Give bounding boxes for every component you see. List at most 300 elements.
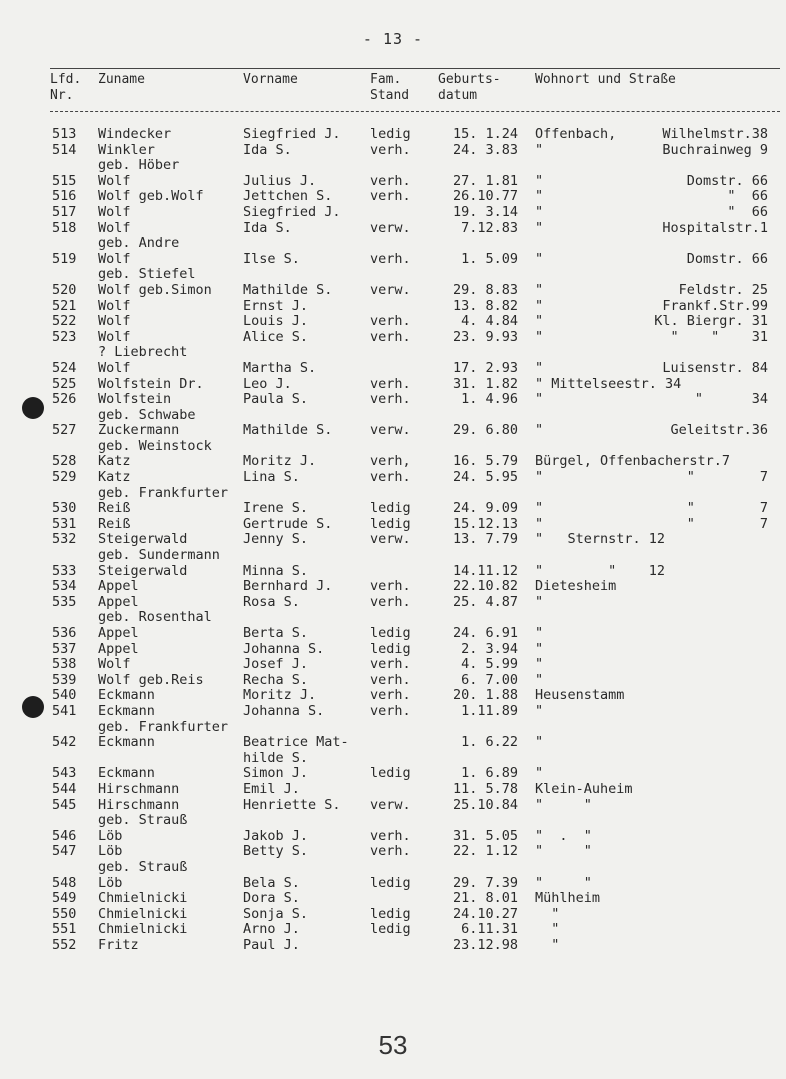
entry-surname: Löb [98, 843, 123, 860]
entry-street: Luisenstr. 84 [662, 359, 768, 376]
entry-surname: Wolf [98, 328, 131, 345]
entry-surname: Hirschmann [98, 796, 180, 813]
entry-number: 549 [52, 890, 77, 907]
entry-residence: " [535, 188, 544, 205]
table-row [0, 860, 786, 876]
entry-firstname: Siegfried J. [243, 126, 341, 142]
entry-number: 515 [52, 172, 77, 189]
entry-number: 545 [52, 796, 77, 813]
table-row [0, 439, 786, 455]
entry-surname: geb. Frankfurter [98, 718, 229, 735]
table-row [0, 486, 786, 502]
entry-birthdate: 1. 6.89 [461, 765, 518, 782]
register-list [0, 127, 786, 953]
table-row [0, 330, 786, 346]
table-row [0, 876, 786, 892]
table-row [0, 938, 786, 954]
entry-residence: " [535, 250, 544, 267]
entry-residence: " [535, 921, 560, 938]
entry-birthdate: 23. 9.93 [452, 328, 518, 345]
entry-number: 529 [52, 469, 77, 486]
table-row [0, 517, 786, 533]
entry-surname: Steigerwald [98, 531, 188, 548]
entry-birthdate: 1. 4.96 [461, 391, 518, 408]
entry-surname: geb. Strauß [98, 858, 188, 875]
entry-number: 534 [52, 578, 77, 595]
entry-residence: Offenbach, [535, 126, 617, 142]
entry-street: " " 31 [670, 328, 768, 345]
entry-residence: " " 12 [535, 562, 666, 579]
entry-number: 539 [52, 671, 77, 688]
entry-number: 535 [52, 593, 77, 610]
entry-surname: Reiß [98, 515, 131, 532]
entry-birthdate: 16. 5.79 [452, 453, 518, 470]
entry-number: 521 [52, 297, 77, 314]
table-row [0, 532, 786, 548]
entry-number: 543 [52, 765, 77, 782]
entry-firstname: Recha S. [243, 671, 309, 688]
entry-surname: Katz [98, 469, 131, 486]
entry-residence: " [535, 297, 544, 314]
entry-birthdate: 17. 2.93 [452, 359, 518, 376]
entry-number: 520 [52, 281, 77, 298]
table-row [0, 361, 786, 377]
entry-surname: Appel [98, 593, 139, 610]
entry-residence: " [535, 172, 544, 189]
entry-marital-status: verw. [370, 531, 411, 548]
entry-marital-status: verh. [370, 188, 411, 205]
entry-number: 536 [52, 625, 77, 641]
entry-birthdate: 7.12.83 [461, 219, 518, 236]
table-row [0, 189, 786, 205]
entry-marital-status: verh. [370, 328, 411, 345]
header-bottom-rule [50, 111, 780, 112]
entry-street: Buchrainweg 9 [662, 141, 768, 158]
entry-firstname: Martha S. [243, 359, 317, 376]
entry-firstname: Siegfried J. [243, 203, 341, 220]
entry-residence: " . " [535, 827, 592, 844]
table-row [0, 798, 786, 814]
table-row [0, 454, 786, 470]
entry-residence: " [535, 141, 544, 158]
table-row [0, 127, 786, 143]
entry-street: Hospitalstr.1 [662, 219, 768, 236]
entry-residence: " [535, 313, 544, 330]
entry-surname: Zuckermann [98, 422, 180, 439]
entry-residence: " [535, 625, 544, 641]
entry-street: Wilhelmstr.38 [662, 126, 768, 142]
entry-marital-status: ledig [370, 874, 411, 891]
entry-marital-status: verh. [370, 141, 411, 158]
entry-number: 519 [52, 250, 77, 267]
entry-surname: Löb [98, 827, 123, 844]
entry-birthdate: 29. 6.80 [452, 422, 518, 439]
entry-number: 530 [52, 500, 77, 517]
entry-marital-status: verw. [370, 796, 411, 813]
table-row [0, 283, 786, 299]
entry-firstname: Ernst J. [243, 297, 309, 314]
entry-residence: " [535, 328, 544, 345]
table-row [0, 299, 786, 315]
entry-number: 518 [52, 219, 77, 236]
entry-marital-status: verh. [370, 578, 411, 595]
table-row [0, 813, 786, 829]
table-row [0, 548, 786, 564]
table-row [0, 751, 786, 767]
entry-surname: geb. Höber [98, 157, 180, 174]
entry-marital-status: verh. [370, 687, 411, 704]
entry-marital-status: verh. [370, 172, 411, 189]
table-row [0, 252, 786, 268]
entry-surname: Wolfstein Dr. [98, 375, 204, 392]
entry-firstname: Dora S. [243, 890, 300, 907]
table-row [0, 564, 786, 580]
header-top-rule [50, 68, 780, 69]
table-row [0, 267, 786, 283]
entry-residence: Heusenstamm [535, 687, 625, 704]
entry-birthdate: 13. 8.82 [452, 297, 518, 314]
entry-firstname: Jettchen S. [243, 188, 333, 205]
table-row [0, 735, 786, 751]
table-row [0, 236, 786, 252]
header-zuname: Zuname [98, 72, 145, 87]
entry-birthdate: 4. 5.99 [461, 656, 518, 673]
entry-birthdate: 31. 5.05 [452, 827, 518, 844]
entry-marital-status: verw. [370, 219, 411, 236]
entry-street: Geleitstr.36 [670, 422, 768, 439]
entry-residence: " Sternstr. 12 [535, 531, 666, 548]
entry-surname: Eckmann [98, 765, 155, 782]
entry-surname: Löb [98, 874, 123, 891]
entry-birthdate: 31. 1.82 [452, 375, 518, 392]
table-row [0, 345, 786, 361]
entry-marital-status: ledig [370, 625, 411, 641]
entry-firstname: Mathilde S. [243, 422, 333, 439]
entry-firstname: Johanna S. [243, 640, 325, 657]
entry-birthdate: 26.10.77 [452, 188, 518, 205]
entry-marital-status: ledig [370, 640, 411, 657]
entry-number: 516 [52, 188, 77, 205]
entry-birthdate: 13. 7.79 [452, 531, 518, 548]
entry-marital-status: verh, [370, 453, 411, 470]
table-row [0, 829, 786, 845]
entry-birthdate: 24. 3.83 [452, 141, 518, 158]
entry-surname: geb. Frankfurter [98, 484, 229, 501]
entry-firstname: Bernhard J. [243, 578, 333, 595]
entry-firstname: Jakob J. [243, 827, 309, 844]
entry-number: 526 [52, 391, 77, 408]
entry-marital-status: verh. [370, 656, 411, 673]
entry-surname: Katz [98, 453, 131, 470]
entry-surname: geb. Weinstock [98, 437, 212, 454]
entry-street: " 7 [686, 515, 768, 532]
entry-surname: Steigerwald [98, 562, 188, 579]
table-row [0, 844, 786, 860]
entry-number: 532 [52, 531, 77, 548]
table-row [0, 408, 786, 424]
entry-surname: Wolf [98, 313, 131, 330]
entry-street: Frankf.Str.99 [662, 297, 768, 314]
table-row [0, 143, 786, 159]
entry-birthdate: 2. 3.94 [461, 640, 518, 657]
table-row [0, 392, 786, 408]
entry-number: 517 [52, 203, 77, 220]
table-row [0, 205, 786, 221]
entry-marital-status: verh. [370, 313, 411, 330]
entry-firstname: Ida S. [243, 141, 292, 158]
entry-birthdate: 22. 1.12 [452, 843, 518, 860]
entry-number: 533 [52, 562, 77, 579]
entry-surname: Reiß [98, 500, 131, 517]
entry-surname: Windecker [98, 126, 172, 142]
entry-firstname: Ida S. [243, 219, 292, 236]
entry-number: 551 [52, 921, 77, 938]
entry-surname: Chmielnicki [98, 921, 188, 938]
entry-number: 541 [52, 702, 77, 719]
entry-number: 548 [52, 874, 77, 891]
table-row [0, 657, 786, 673]
entry-residence: " [535, 656, 544, 673]
entry-birthdate: 19. 3.14 [452, 203, 518, 220]
entry-birthdate: 24. 6.91 [452, 625, 518, 641]
entry-surname: Wolf [98, 250, 131, 267]
table-row [0, 470, 786, 486]
entry-firstname: Irene S. [243, 500, 309, 517]
entry-surname: Wolf [98, 359, 131, 376]
entry-street: " 7 [686, 500, 768, 517]
entry-marital-status: verh. [370, 391, 411, 408]
entry-surname: Wolfstein [98, 391, 172, 408]
table-row [0, 720, 786, 736]
entry-street: Kl. Biergr. 31 [654, 313, 768, 330]
entry-birthdate: 15.12.13 [452, 515, 518, 532]
entry-residence: Mühlheim [535, 890, 601, 907]
entry-firstname: Louis J. [243, 313, 309, 330]
entry-number: 528 [52, 453, 77, 470]
entry-firstname: Paul J. [243, 936, 300, 953]
entry-street: " 66 [727, 188, 768, 205]
entry-number: 550 [52, 905, 77, 922]
entry-residence: " [535, 905, 560, 922]
entry-firstname: Moritz J. [243, 453, 317, 470]
entry-birthdate: 24.10.27 [452, 905, 518, 922]
table-row [0, 158, 786, 174]
entry-marital-status: verh. [370, 375, 411, 392]
entry-birthdate: 20. 1.88 [452, 687, 518, 704]
entry-number: 537 [52, 640, 77, 657]
entry-firstname: Betty S. [243, 843, 309, 860]
entry-surname: Wolf [98, 297, 131, 314]
entry-residence: " [535, 359, 544, 376]
entry-marital-status: ledig [370, 765, 411, 782]
entry-residence: " [535, 422, 544, 439]
entry-residence: " [535, 936, 560, 953]
entry-surname: Appel [98, 640, 139, 657]
table-row [0, 922, 786, 938]
entry-firstname: Mathilde S. [243, 281, 333, 298]
entry-marital-status: ledig [370, 126, 411, 142]
entry-surname: geb. Sundermann [98, 547, 220, 564]
table-row [0, 314, 786, 330]
entry-residence: Bürgel, Offenbacherstr.7 [535, 453, 731, 470]
table-row [0, 501, 786, 517]
entry-surname: Appel [98, 625, 139, 641]
entry-street: " 66 [727, 203, 768, 220]
entry-surname: Eckmann [98, 734, 155, 751]
entry-number: 527 [52, 422, 77, 439]
entry-firstname: Ilse S. [243, 250, 300, 267]
entry-marital-status: ledig [370, 500, 411, 517]
entry-firstname: Bela S. [243, 874, 300, 891]
entry-firstname: Simon J. [243, 765, 309, 782]
entry-number: 544 [52, 780, 77, 797]
entry-residence: " [535, 219, 544, 236]
handwritten-page-number: 53 [378, 1030, 408, 1060]
entry-street: Domstr. 66 [686, 250, 768, 267]
entry-residence: " [535, 281, 544, 298]
entry-number: 542 [52, 734, 77, 751]
table-row [0, 595, 786, 611]
entry-surname: Chmielnicki [98, 905, 188, 922]
entry-surname: Wolf geb.Simon [98, 281, 212, 298]
entry-residence: " " [535, 874, 592, 891]
entry-surname: Wolf geb.Wolf [98, 188, 204, 205]
table-row [0, 688, 786, 704]
entry-number: 547 [52, 843, 77, 860]
entry-surname: Wolf [98, 656, 131, 673]
entry-firstname: Paula S. [243, 391, 309, 408]
entry-surname: Wolf [98, 172, 131, 189]
entry-number: 546 [52, 827, 77, 844]
entry-firstname: Gertrude S. [243, 515, 333, 532]
entry-residence: " [535, 765, 544, 782]
header-vorname: Vorname [243, 72, 298, 87]
entry-firstname: Johanna S. [243, 702, 325, 719]
header-wohnort: Wohnort und Straße [535, 72, 676, 87]
entry-firstname: Minna S. [243, 562, 309, 579]
entry-firstname: Julius J. [243, 172, 317, 189]
entry-surname: Eckmann [98, 702, 155, 719]
entry-marital-status: verh. [370, 827, 411, 844]
entry-surname: geb. Stiefel [98, 266, 196, 283]
table-row [0, 610, 786, 626]
entry-firstname: Rosa S. [243, 593, 300, 610]
table-row [0, 673, 786, 689]
table-row [0, 423, 786, 439]
entry-surname: Eckmann [98, 687, 155, 704]
entry-birthdate: 1.11.89 [461, 702, 518, 719]
entry-surname: Chmielnicki [98, 890, 188, 907]
entry-number: 538 [52, 656, 77, 673]
entry-birthdate: 21. 8.01 [452, 890, 518, 907]
entry-number: 540 [52, 687, 77, 704]
entry-residence: " [535, 203, 544, 220]
table-row [0, 221, 786, 237]
entry-number: 552 [52, 936, 77, 953]
entry-marital-status: verw. [370, 281, 411, 298]
entry-birthdate: 24. 5.95 [452, 469, 518, 486]
entry-surname: ? Liebrecht [98, 344, 188, 361]
entry-birthdate: 11. 5.78 [452, 780, 518, 797]
entry-residence: " [535, 593, 544, 610]
table-row [0, 907, 786, 923]
entry-birthdate: 14.11.12 [452, 562, 518, 579]
entry-firstname: Josef J. [243, 656, 309, 673]
entry-firstname: Sonja S. [243, 905, 309, 922]
entry-firstname: hilde S. [243, 749, 309, 766]
entry-residence: " " [535, 796, 592, 813]
entry-residence: Dietesheim [535, 578, 617, 595]
entry-surname: geb. Strauß [98, 812, 188, 829]
entry-residence: " Mittelseestr. 34 [535, 375, 682, 392]
entry-surname: geb. Rosenthal [98, 609, 212, 626]
entry-birthdate: 23.12.98 [452, 936, 518, 953]
entry-birthdate: 29. 7.39 [452, 874, 518, 891]
entry-residence: " [535, 500, 544, 517]
entry-residence: " [535, 469, 544, 486]
entry-firstname: Arno J. [243, 921, 300, 938]
entry-surname: geb. Andre [98, 235, 180, 252]
entry-marital-status: verh. [370, 250, 411, 267]
entry-marital-status: ledig [370, 921, 411, 938]
table-row [0, 766, 786, 782]
header-geburtsdatum: Geburts- datum [438, 72, 501, 103]
entry-firstname: Alice S. [243, 328, 309, 345]
entry-street: " 34 [694, 391, 768, 408]
entry-street: Domstr. 66 [686, 172, 768, 189]
table-row [0, 626, 786, 642]
entry-marital-status: ledig [370, 905, 411, 922]
entry-residence: " [535, 734, 544, 751]
entry-surname: Wolf [98, 203, 131, 220]
entry-birthdate: 24. 9.09 [452, 500, 518, 517]
table-row [0, 642, 786, 658]
entry-marital-status: ledig [370, 515, 411, 532]
entry-residence: Klein-Auheim [535, 780, 633, 797]
entry-residence: " [535, 702, 544, 719]
entry-number: 531 [52, 515, 77, 532]
entry-firstname: Henriette S. [243, 796, 341, 813]
entry-birthdate: 25.10.84 [452, 796, 518, 813]
entry-number: 522 [52, 313, 77, 330]
table-row [0, 579, 786, 595]
table-row [0, 782, 786, 798]
page-number-top: - 13 - [362, 30, 424, 48]
table-row [0, 891, 786, 907]
entry-birthdate: 1. 6.22 [461, 734, 518, 751]
entry-birthdate: 15. 1.24 [452, 126, 518, 142]
entry-marital-status: verh. [370, 671, 411, 688]
entry-firstname: Leo J. [243, 375, 292, 392]
table-row [0, 174, 786, 190]
entry-number: 524 [52, 359, 77, 376]
entry-surname: geb. Schwabe [98, 406, 196, 423]
table-row [0, 377, 786, 393]
entry-residence: " [535, 640, 544, 657]
entry-birthdate: 6.11.31 [461, 921, 518, 938]
entry-birthdate: 4. 4.84 [461, 313, 518, 330]
header-nr: Lfd. Nr. [50, 72, 82, 103]
entry-birthdate: 25. 4.87 [452, 593, 518, 610]
entry-firstname: Emil J. [243, 780, 300, 797]
entry-firstname: Berta S. [243, 625, 309, 641]
header-stand: Fam. Stand [370, 72, 410, 103]
entry-birthdate: 1. 5.09 [461, 250, 518, 267]
entry-number: 514 [52, 141, 77, 158]
entry-firstname: Moritz J. [243, 687, 317, 704]
entry-number: 523 [52, 328, 77, 345]
entry-street: Feldstr. 25 [678, 281, 768, 298]
